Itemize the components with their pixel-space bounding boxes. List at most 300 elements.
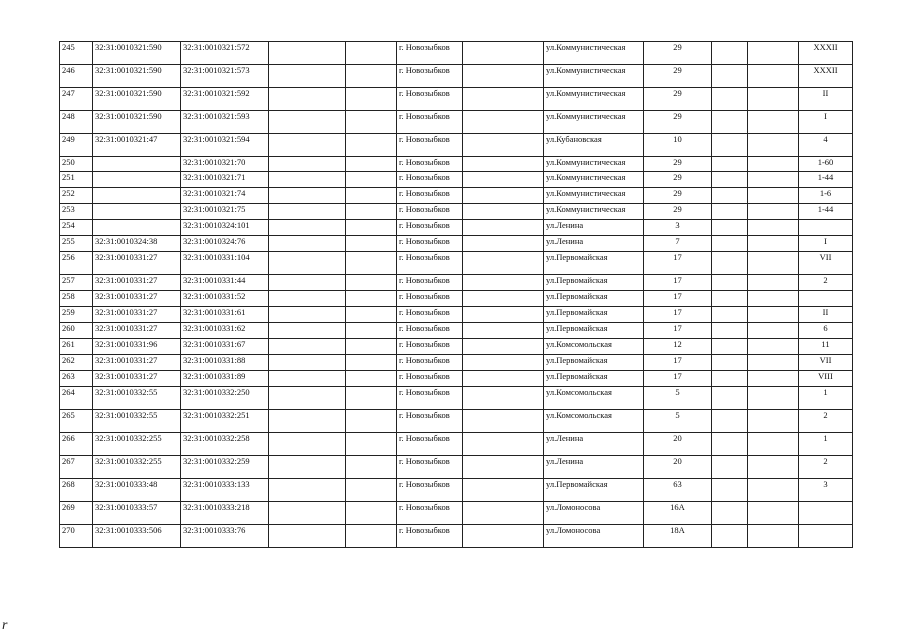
- row-number-cell: 260: [60, 323, 93, 339]
- empty-cell: [748, 172, 799, 188]
- apartment-number-cell: I: [799, 111, 853, 134]
- street-cell: ул.Коммунистическая: [544, 111, 644, 134]
- street-cell: ул.Коммунистическая: [544, 42, 644, 65]
- apartment-number-cell: [799, 525, 853, 548]
- cadastral-number-cell: 32:31:0010331:44: [181, 275, 269, 291]
- empty-cell: [712, 371, 748, 387]
- empty-cell: [712, 134, 748, 157]
- cadastral-number-cell: 32:31:0010321:74: [181, 188, 269, 204]
- apartment-number-cell: 3: [799, 479, 853, 502]
- empty-cell: [269, 88, 346, 111]
- parent-cadastral-number-cell: [93, 220, 181, 236]
- house-number-cell: 17: [644, 275, 712, 291]
- parent-cadastral-number-cell: 32:31:0010332:55: [93, 410, 181, 433]
- empty-cell: [269, 204, 346, 220]
- table-row: [60, 502, 853, 525]
- street-cell: ул.Коммунистическая: [544, 157, 644, 172]
- house-number-cell: 29: [644, 188, 712, 204]
- empty-cell: [346, 220, 397, 236]
- house-number-cell: 29: [644, 88, 712, 111]
- parent-cadastral-number-cell: 32:31:0010332:255: [93, 433, 181, 456]
- house-number-cell: 29: [644, 204, 712, 220]
- table-row: [60, 134, 853, 157]
- empty-cell: [346, 111, 397, 134]
- city-cell: г. Новозыбков: [397, 291, 463, 307]
- row-number-cell: 251: [60, 172, 93, 188]
- empty-cell: [748, 410, 799, 433]
- parent-cadastral-number-cell: 32:31:0010331:27: [93, 371, 181, 387]
- empty-cell: [269, 525, 346, 548]
- cadastral-number-cell: 32:31:0010321:592: [181, 88, 269, 111]
- street-cell: ул.Ленина: [544, 456, 644, 479]
- table-row: [60, 339, 853, 355]
- city-cell: г. Новозыбков: [397, 502, 463, 525]
- empty-cell: [748, 157, 799, 172]
- table-body: [60, 42, 853, 548]
- empty-cell: [269, 479, 346, 502]
- cadastral-number-cell: 32:31:0010332:259: [181, 456, 269, 479]
- empty-cell: [712, 172, 748, 188]
- empty-cell: [463, 157, 544, 172]
- empty-cell: [269, 111, 346, 134]
- empty-cell: [463, 111, 544, 134]
- empty-cell: [748, 42, 799, 65]
- empty-cell: [748, 111, 799, 134]
- street-cell: ул.Комсомольская: [544, 387, 644, 410]
- empty-cell: [463, 172, 544, 188]
- empty-cell: [463, 204, 544, 220]
- city-cell: г. Новозыбков: [397, 172, 463, 188]
- row-number-cell: 269: [60, 502, 93, 525]
- empty-cell: [748, 479, 799, 502]
- house-number-cell: 5: [644, 410, 712, 433]
- row-number-cell: 246: [60, 65, 93, 88]
- parent-cadastral-number-cell: 32:31:0010331:27: [93, 355, 181, 371]
- empty-cell: [748, 220, 799, 236]
- street-cell: ул.Коммунистическая: [544, 172, 644, 188]
- empty-cell: [712, 339, 748, 355]
- empty-cell: [748, 252, 799, 275]
- apartment-number-cell: I: [799, 236, 853, 252]
- street-cell: ул.Коммунистическая: [544, 188, 644, 204]
- cadastral-number-cell: 32:31:0010321:572: [181, 42, 269, 65]
- apartment-number-cell: 1-6: [799, 188, 853, 204]
- street-cell: ул.Первомайская: [544, 291, 644, 307]
- table-row: [60, 291, 853, 307]
- cadastral-number-cell: 32:31:0010321:70: [181, 157, 269, 172]
- table-row: [60, 172, 853, 188]
- cadastral-number-cell: 32:31:0010331:52: [181, 291, 269, 307]
- apartment-number-cell: 1-44: [799, 204, 853, 220]
- empty-cell: [463, 371, 544, 387]
- parent-cadastral-number-cell: 32:31:0010321:590: [93, 88, 181, 111]
- table-row: [60, 355, 853, 371]
- empty-cell: [269, 236, 346, 252]
- house-number-cell: 10: [644, 134, 712, 157]
- apartment-number-cell: 4: [799, 134, 853, 157]
- parent-cadastral-number-cell: [93, 157, 181, 172]
- empty-cell: [463, 291, 544, 307]
- cadastral-number-cell: 32:31:0010331:67: [181, 339, 269, 355]
- house-number-cell: 18А: [644, 525, 712, 548]
- empty-cell: [748, 188, 799, 204]
- city-cell: г. Новозыбков: [397, 275, 463, 291]
- city-cell: г. Новозыбков: [397, 157, 463, 172]
- street-cell: ул.Ленина: [544, 236, 644, 252]
- empty-cell: [269, 410, 346, 433]
- row-number-cell: 257: [60, 275, 93, 291]
- table-row: [60, 456, 853, 479]
- apartment-number-cell: II: [799, 88, 853, 111]
- street-cell: ул.Ломоносова: [544, 502, 644, 525]
- house-number-cell: 3: [644, 220, 712, 236]
- empty-cell: [346, 387, 397, 410]
- empty-cell: [346, 323, 397, 339]
- empty-cell: [346, 252, 397, 275]
- row-number-cell: 270: [60, 525, 93, 548]
- apartment-number-cell: [799, 502, 853, 525]
- table-row: [60, 307, 853, 323]
- empty-cell: [346, 291, 397, 307]
- house-number-cell: 29: [644, 172, 712, 188]
- parent-cadastral-number-cell: 32:31:0010331:96: [93, 339, 181, 355]
- empty-cell: [712, 220, 748, 236]
- street-cell: ул.Первомайская: [544, 371, 644, 387]
- empty-cell: [748, 236, 799, 252]
- table-row: [60, 65, 853, 88]
- empty-cell: [463, 307, 544, 323]
- empty-cell: [346, 188, 397, 204]
- empty-cell: [269, 323, 346, 339]
- empty-cell: [346, 371, 397, 387]
- house-number-cell: 5: [644, 387, 712, 410]
- cadastral-number-cell: 32:31:0010321:573: [181, 65, 269, 88]
- house-number-cell: 12: [644, 339, 712, 355]
- parent-cadastral-number-cell: [93, 172, 181, 188]
- empty-cell: [269, 220, 346, 236]
- row-number-cell: 259: [60, 307, 93, 323]
- cadastral-number-cell: 32:31:0010331:88: [181, 355, 269, 371]
- empty-cell: [748, 204, 799, 220]
- street-cell: ул.Коммунистическая: [544, 65, 644, 88]
- empty-cell: [346, 42, 397, 65]
- empty-cell: [748, 433, 799, 456]
- city-cell: г. Новозыбков: [397, 134, 463, 157]
- empty-cell: [346, 339, 397, 355]
- empty-cell: [463, 65, 544, 88]
- empty-cell: [346, 410, 397, 433]
- city-cell: г. Новозыбков: [397, 65, 463, 88]
- empty-cell: [712, 323, 748, 339]
- apartment-number-cell: 2: [799, 410, 853, 433]
- row-number-cell: 252: [60, 188, 93, 204]
- parent-cadastral-number-cell: 32:31:0010331:27: [93, 291, 181, 307]
- city-cell: г. Новозыбков: [397, 410, 463, 433]
- empty-cell: [346, 88, 397, 111]
- empty-cell: [748, 65, 799, 88]
- empty-cell: [748, 387, 799, 410]
- city-cell: г. Новозыбков: [397, 323, 463, 339]
- cadastral-number-cell: 32:31:0010332:258: [181, 433, 269, 456]
- empty-cell: [712, 456, 748, 479]
- row-number-cell: 266: [60, 433, 93, 456]
- street-cell: ул.Первомайская: [544, 275, 644, 291]
- empty-cell: [346, 479, 397, 502]
- apartment-number-cell: 11: [799, 339, 853, 355]
- empty-cell: [463, 134, 544, 157]
- parent-cadastral-number-cell: 32:31:0010331:27: [93, 307, 181, 323]
- street-cell: ул.Ленина: [544, 220, 644, 236]
- house-number-cell: 17: [644, 371, 712, 387]
- house-number-cell: 29: [644, 65, 712, 88]
- table-row: [60, 525, 853, 548]
- parent-cadastral-number-cell: 32:31:0010324:38: [93, 236, 181, 252]
- city-cell: г. Новозыбков: [397, 111, 463, 134]
- cadastral-number-cell: 32:31:0010331:61: [181, 307, 269, 323]
- house-number-cell: 20: [644, 456, 712, 479]
- empty-cell: [269, 456, 346, 479]
- empty-cell: [269, 188, 346, 204]
- empty-cell: [269, 502, 346, 525]
- table-row: [60, 220, 853, 236]
- city-cell: г. Новозыбков: [397, 479, 463, 502]
- apartment-number-cell: VII: [799, 252, 853, 275]
- parent-cadastral-number-cell: 32:31:0010332:255: [93, 456, 181, 479]
- parent-cadastral-number-cell: 32:31:0010331:27: [93, 275, 181, 291]
- parent-cadastral-number-cell: [93, 188, 181, 204]
- apartment-number-cell: 2: [799, 275, 853, 291]
- row-number-cell: 265: [60, 410, 93, 433]
- empty-cell: [463, 410, 544, 433]
- city-cell: г. Новозыбков: [397, 433, 463, 456]
- row-number-cell: 256: [60, 252, 93, 275]
- row-number-cell: 261: [60, 339, 93, 355]
- empty-cell: [712, 433, 748, 456]
- empty-cell: [463, 387, 544, 410]
- street-cell: ул.Комсомольская: [544, 410, 644, 433]
- table-row: [60, 88, 853, 111]
- empty-cell: [463, 220, 544, 236]
- city-cell: г. Новозыбков: [397, 339, 463, 355]
- house-number-cell: 17: [644, 355, 712, 371]
- table-row: [60, 433, 853, 456]
- parent-cadastral-number-cell: 32:31:0010321:590: [93, 111, 181, 134]
- empty-cell: [269, 172, 346, 188]
- empty-cell: [712, 525, 748, 548]
- empty-cell: [712, 111, 748, 134]
- empty-cell: [346, 275, 397, 291]
- empty-cell: [712, 65, 748, 88]
- cadastral-number-cell: 32:31:0010324:101: [181, 220, 269, 236]
- empty-cell: [748, 525, 799, 548]
- empty-cell: [712, 410, 748, 433]
- empty-cell: [269, 355, 346, 371]
- row-number-cell: 255: [60, 236, 93, 252]
- house-number-cell: 29: [644, 157, 712, 172]
- row-number-cell: 263: [60, 371, 93, 387]
- empty-cell: [269, 371, 346, 387]
- empty-cell: [269, 339, 346, 355]
- city-cell: г. Новозыбков: [397, 188, 463, 204]
- cadastral-number-cell: 32:31:0010333:218: [181, 502, 269, 525]
- empty-cell: [712, 387, 748, 410]
- parent-cadastral-number-cell: 32:31:0010321:590: [93, 42, 181, 65]
- empty-cell: [463, 456, 544, 479]
- row-number-cell: 262: [60, 355, 93, 371]
- cadastral-number-cell: 32:31:0010331:104: [181, 252, 269, 275]
- cadastral-number-cell: 32:31:0010321:594: [181, 134, 269, 157]
- street-cell: ул.Ломоносова: [544, 525, 644, 548]
- empty-cell: [748, 456, 799, 479]
- cadastral-number-cell: 32:31:0010331:62: [181, 323, 269, 339]
- empty-cell: [269, 275, 346, 291]
- empty-cell: [269, 157, 346, 172]
- table-row: [60, 410, 853, 433]
- empty-cell: [463, 42, 544, 65]
- empty-cell: [346, 134, 397, 157]
- row-number-cell: 247: [60, 88, 93, 111]
- empty-cell: [748, 502, 799, 525]
- row-number-cell: 268: [60, 479, 93, 502]
- empty-cell: [712, 157, 748, 172]
- row-number-cell: 249: [60, 134, 93, 157]
- cadastral-number-cell: 32:31:0010321:593: [181, 111, 269, 134]
- cadastral-number-cell: 32:31:0010321:75: [181, 204, 269, 220]
- empty-cell: [346, 355, 397, 371]
- house-number-cell: 17: [644, 291, 712, 307]
- empty-cell: [463, 252, 544, 275]
- house-number-cell: 20: [644, 433, 712, 456]
- apartment-number-cell: VIII: [799, 371, 853, 387]
- table-row: [60, 479, 853, 502]
- apartment-number-cell: 2: [799, 456, 853, 479]
- street-cell: ул.Коммунистическая: [544, 88, 644, 111]
- row-number-cell: 248: [60, 111, 93, 134]
- apartment-number-cell: XXXII: [799, 42, 853, 65]
- table-row: [60, 236, 853, 252]
- empty-cell: [346, 433, 397, 456]
- parent-cadastral-number-cell: 32:31:0010333:506: [93, 525, 181, 548]
- house-number-cell: 29: [644, 111, 712, 134]
- parent-cadastral-number-cell: 32:31:0010333:57: [93, 502, 181, 525]
- empty-cell: [712, 252, 748, 275]
- city-cell: г. Новозыбков: [397, 88, 463, 111]
- empty-cell: [269, 291, 346, 307]
- parent-cadastral-number-cell: 32:31:0010333:48: [93, 479, 181, 502]
- apartment-number-cell: XXXII: [799, 65, 853, 88]
- table-row: [60, 371, 853, 387]
- city-cell: г. Новозыбков: [397, 387, 463, 410]
- table-row: [60, 111, 853, 134]
- table-row: [60, 323, 853, 339]
- empty-cell: [463, 525, 544, 548]
- parent-cadastral-number-cell: 32:31:0010321:590: [93, 65, 181, 88]
- house-number-cell: 16А: [644, 502, 712, 525]
- table-row: [60, 42, 853, 65]
- street-cell: ул.Первомайская: [544, 479, 644, 502]
- house-number-cell: 17: [644, 307, 712, 323]
- city-cell: г. Новозыбков: [397, 204, 463, 220]
- table-row: [60, 252, 853, 275]
- empty-cell: [748, 307, 799, 323]
- page-mark: r: [2, 618, 8, 633]
- empty-cell: [463, 433, 544, 456]
- apartment-number-cell: VII: [799, 355, 853, 371]
- cadastral-number-cell: 32:31:0010332:251: [181, 410, 269, 433]
- empty-cell: [269, 307, 346, 323]
- table-row: [60, 204, 853, 220]
- house-number-cell: 17: [644, 252, 712, 275]
- parent-cadastral-number-cell: 32:31:0010331:27: [93, 323, 181, 339]
- street-cell: ул.Комсомольская: [544, 339, 644, 355]
- empty-cell: [463, 339, 544, 355]
- city-cell: г. Новозыбков: [397, 355, 463, 371]
- street-cell: ул.Первомайская: [544, 307, 644, 323]
- city-cell: г. Новозыбков: [397, 371, 463, 387]
- empty-cell: [748, 134, 799, 157]
- street-cell: ул.Первомайская: [544, 252, 644, 275]
- parent-cadastral-number-cell: 32:31:0010332:55: [93, 387, 181, 410]
- city-cell: г. Новозыбков: [397, 42, 463, 65]
- apartment-number-cell: 1: [799, 433, 853, 456]
- empty-cell: [346, 307, 397, 323]
- cadastral-number-cell: 32:31:0010332:250: [181, 387, 269, 410]
- empty-cell: [269, 42, 346, 65]
- empty-cell: [463, 275, 544, 291]
- cadastral-number-cell: 32:31:0010324:76: [181, 236, 269, 252]
- empty-cell: [346, 65, 397, 88]
- street-cell: ул.Первомайская: [544, 323, 644, 339]
- empty-cell: [748, 88, 799, 111]
- empty-cell: [748, 323, 799, 339]
- empty-cell: [712, 291, 748, 307]
- empty-cell: [712, 188, 748, 204]
- street-cell: ул.Ленина: [544, 433, 644, 456]
- cadastral-number-cell: 32:31:0010321:71: [181, 172, 269, 188]
- city-cell: г. Новозыбков: [397, 307, 463, 323]
- empty-cell: [463, 502, 544, 525]
- street-cell: ул.Кубановская: [544, 134, 644, 157]
- street-cell: ул.Коммунистическая: [544, 204, 644, 220]
- empty-cell: [748, 339, 799, 355]
- empty-cell: [712, 88, 748, 111]
- house-number-cell: 63: [644, 479, 712, 502]
- empty-cell: [712, 502, 748, 525]
- parent-cadastral-number-cell: 32:31:0010321:47: [93, 134, 181, 157]
- empty-cell: [346, 525, 397, 548]
- empty-cell: [712, 307, 748, 323]
- empty-cell: [463, 323, 544, 339]
- city-cell: г. Новозыбков: [397, 252, 463, 275]
- row-number-cell: 254: [60, 220, 93, 236]
- empty-cell: [463, 88, 544, 111]
- cadastral-number-cell: 32:31:0010333:76: [181, 525, 269, 548]
- empty-cell: [346, 456, 397, 479]
- row-number-cell: 253: [60, 204, 93, 220]
- row-number-cell: 258: [60, 291, 93, 307]
- parent-cadastral-number-cell: [93, 204, 181, 220]
- city-cell: г. Новозыбков: [397, 220, 463, 236]
- empty-cell: [712, 236, 748, 252]
- empty-cell: [269, 433, 346, 456]
- empty-cell: [748, 355, 799, 371]
- parent-cadastral-number-cell: 32:31:0010331:27: [93, 252, 181, 275]
- empty-cell: [748, 371, 799, 387]
- empty-cell: [463, 188, 544, 204]
- empty-cell: [269, 387, 346, 410]
- empty-cell: [712, 355, 748, 371]
- empty-cell: [269, 134, 346, 157]
